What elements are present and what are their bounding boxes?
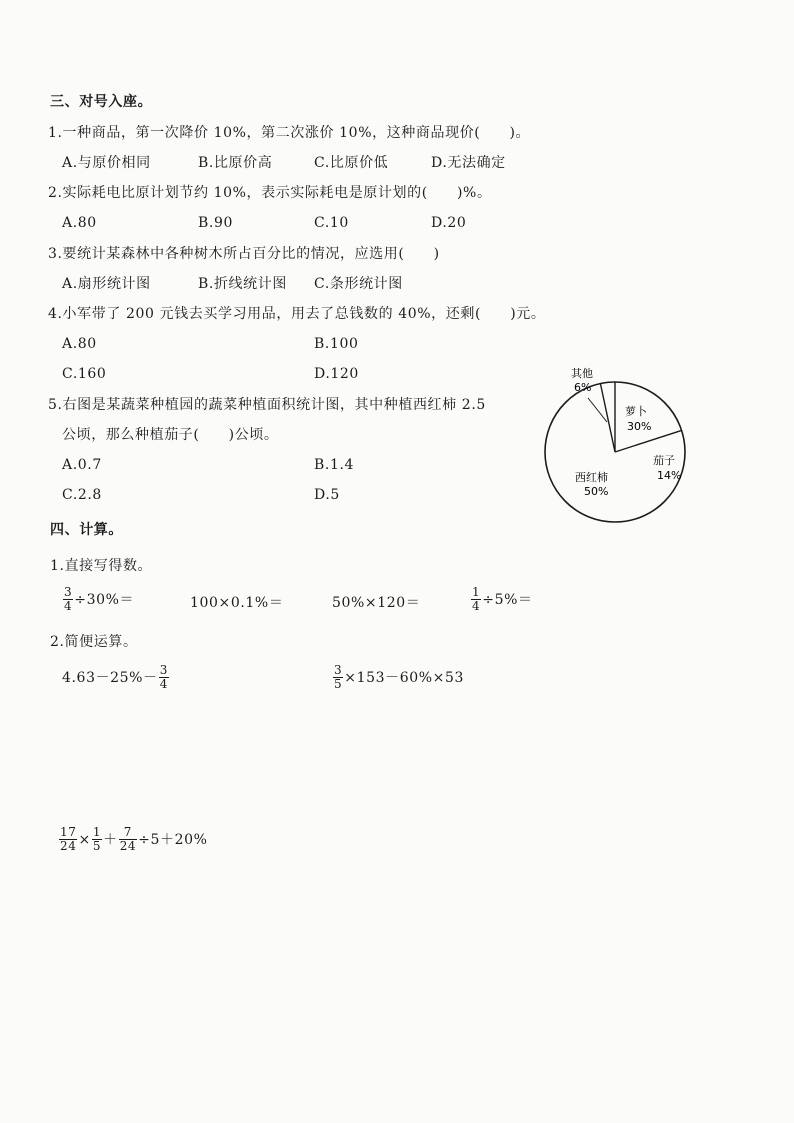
question-4-option-c: C.160 <box>62 366 107 382</box>
pie-label-tomato-percent: 50% <box>584 485 609 498</box>
sub-2-title: 2.简便运算。 <box>50 634 138 650</box>
question-3-option-c: C.条形统计图 <box>314 276 403 292</box>
pie-label-eggplant-name: 茄子 <box>653 454 675 467</box>
question-4-option-a: A.80 <box>62 336 97 352</box>
question-2-option-d: D.20 <box>431 215 467 231</box>
question-3-option-a: A.扇形统计图 <box>62 276 151 292</box>
oral-expression-1: $\frac{3}{4}$ ÷30%＝ <box>64 585 135 613</box>
question-5-stem-line1: 5.右图是某蔬菜种植园的蔬菜种植面积统计图，其中种植西红柿 2.5 <box>48 397 486 413</box>
question-4-option-d: D.120 <box>314 366 359 382</box>
pie-divider-carrot-eggplant <box>615 430 682 452</box>
fraction: $\frac{3}{5}$ <box>334 663 343 691</box>
question-5-stem-line2: 公顷，那么种植茄子( )公顷。 <box>62 427 279 443</box>
question-5-option-c: C.2.8 <box>62 487 102 503</box>
fraction: $\frac{1}{4}$ <box>472 585 481 613</box>
simplify-expression-2: $\frac{3}{5}$ ×153－60%×53 <box>334 663 464 691</box>
fraction: $\frac{3}{4}$ <box>64 585 73 613</box>
question-2-option-c: C.10 <box>314 215 349 231</box>
question-2-option-b: B.90 <box>198 215 233 231</box>
oral-expression-2: 100×0.1%＝ <box>190 595 284 611</box>
fraction: $\frac{7}{24}$ <box>119 825 137 853</box>
question-1-option-d: D.无法确定 <box>431 155 506 171</box>
section-4-title: 四、计算。 <box>50 522 123 538</box>
oral-expression-4: $\frac{1}{4}$ ÷5%＝ <box>472 585 533 613</box>
question-5-option-b: B.1.4 <box>314 457 355 473</box>
question-5-option-d: D.5 <box>314 487 340 503</box>
question-1-option-a: A.与原价相同 <box>62 155 151 171</box>
fraction: $\frac{17}{24}$ <box>60 825 77 853</box>
oral-expression-3: 50%×120＝ <box>332 595 421 611</box>
question-4-stem: 4.小军带了 200 元钱去买学习用品，用去了总钱数的 40%，还剩( )元。 <box>48 306 546 322</box>
simplify-expression-1: 4.63－25%－ $\frac{3}{4}$ <box>62 663 168 691</box>
question-3-option-b: B.折线统计图 <box>198 276 287 292</box>
pie-label-other-percent: 6% <box>574 381 592 394</box>
vegetable-area-pie-chart <box>530 360 710 535</box>
fraction: $\frac{1}{5}$ <box>92 825 102 853</box>
pie-divider-other <box>600 384 615 453</box>
question-2-option-a: A.80 <box>62 215 97 231</box>
section-3-title: 三、对号入座。 <box>50 94 153 110</box>
pie-label-tomato-name: 西红柿 <box>575 471 608 484</box>
question-1-option-c: C.比原价低 <box>314 155 389 171</box>
sub-1-title: 1.直接写得数。 <box>50 558 153 574</box>
simplify-expression-3: $\frac{17}{24}$ × $\frac{1}{5}$ ＋ $\frac{7}{24}$ ÷5＋20% <box>60 825 208 853</box>
question-4-option-b: B.100 <box>314 336 359 352</box>
question-1-stem: 1.一种商品，第一次降价 10%，第二次涨价 10%，这种商品现价( )。 <box>48 125 531 141</box>
question-2-stem: 2.实际耗电比原计划节约 10%，表示实际耗电是原计划的( )%。 <box>48 185 492 201</box>
pie-label-eggplant-percent: 14% <box>657 469 682 482</box>
question-3-stem: 3.要统计某森林中各种树木所占百分比的情况，应选用( ) <box>48 246 440 262</box>
pie-label-other-name: 其他 <box>571 367 593 380</box>
fraction: $\frac{3}{4}$ <box>159 663 168 691</box>
pie-label-carrot-percent: 30% <box>627 420 652 433</box>
question-1-option-b: B.比原价高 <box>198 155 273 171</box>
pie-label-carrot-name: 萝卜 <box>625 405 647 418</box>
question-5-option-a: A.0.7 <box>62 457 102 473</box>
